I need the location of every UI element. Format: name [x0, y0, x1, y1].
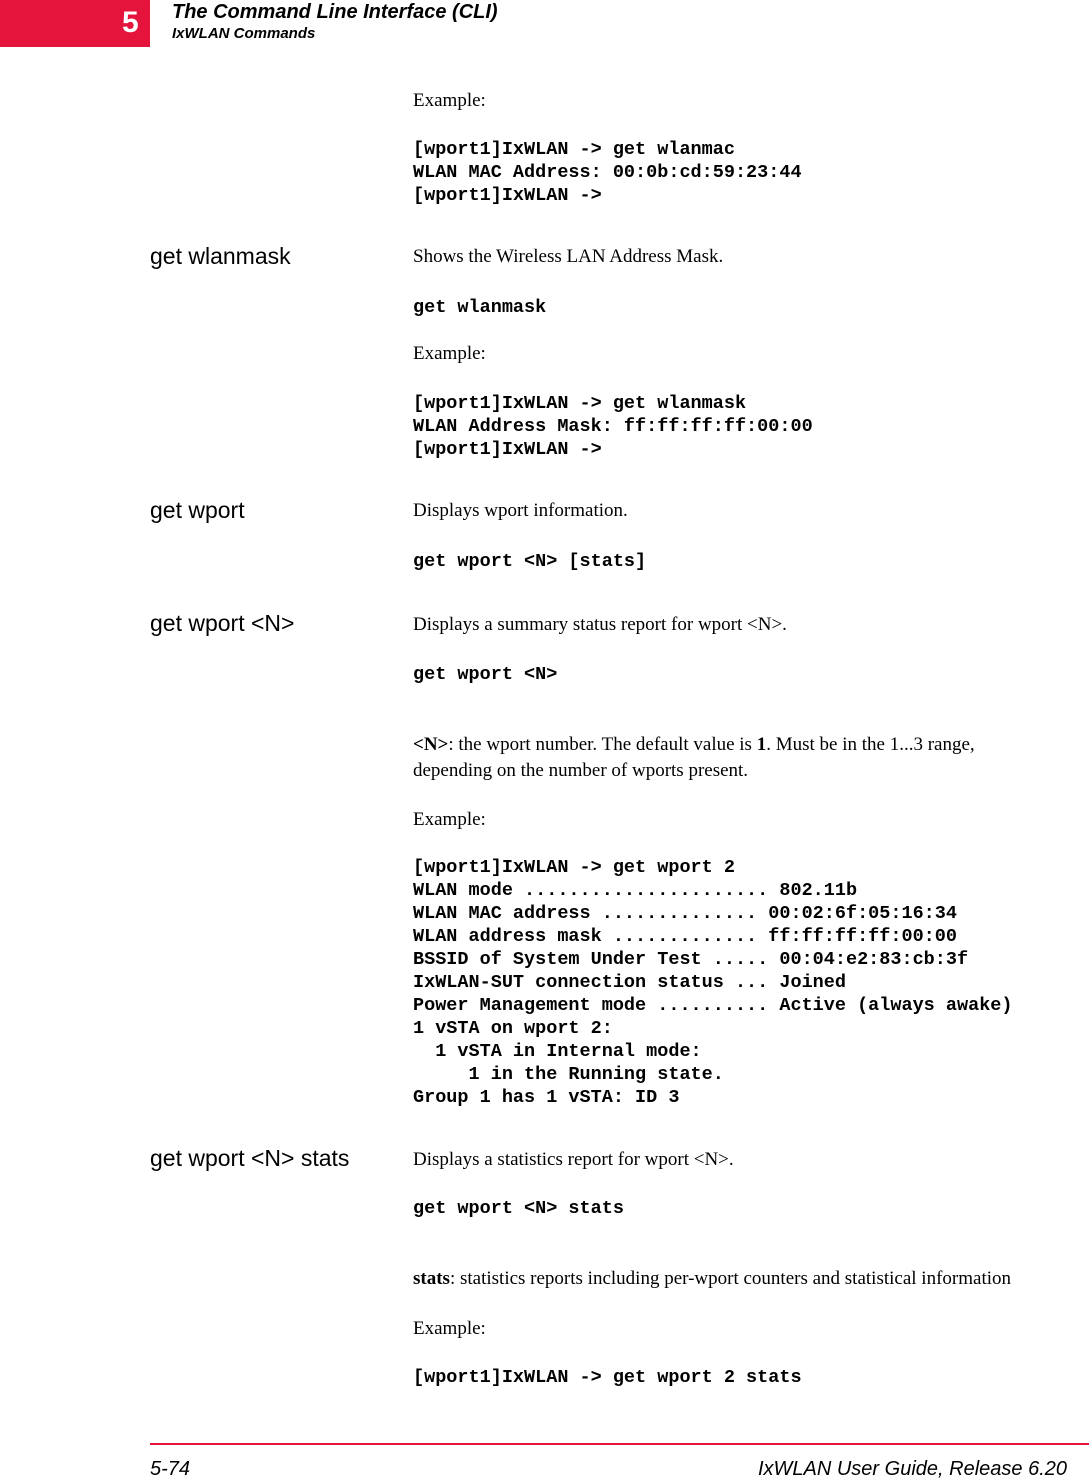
term-get-wport: get wport [150, 497, 245, 523]
parameter-description-cont: depending on the number of wports present. [413, 760, 749, 781]
syntax-code: get wport <N> [413, 664, 558, 685]
syntax-code: get wport <N> [stats] [413, 551, 647, 572]
code-block: [wport1]IxWLAN -> get wport 2 stats [413, 1367, 802, 1388]
description: Displays a summary status report for wport <N>. [413, 614, 787, 635]
example-label: Example: [413, 1318, 486, 1339]
description: Shows the Wireless LAN Address Mask. [413, 246, 724, 267]
header-subtitle: IxWLAN Commands [172, 25, 316, 42]
syntax-code: get wlanmask [413, 297, 547, 318]
term-get-wport-n-stats: get wport <N> stats [150, 1145, 350, 1171]
parameter-description [413, 1266, 1011, 1292]
parameter-description [413, 732, 975, 758]
param-text: . Must be in the 1...3 range, [766, 734, 975, 755]
param-default: 1 [756, 734, 767, 755]
code-block: [wport1]IxWLAN -> get wlanmask WLAN Address Mask: ff:ff:ff:ff:00:00 [wport1]IxWLAN -> [413, 393, 813, 460]
example-label: Example: [413, 90, 486, 111]
description: Displays wport information. [413, 500, 628, 521]
param-name: stats [413, 1268, 450, 1289]
param-text: : statistics reports including per-wport counters and statistical information [449, 1268, 1012, 1289]
description: Displays a statistics report for wport <N>. [413, 1149, 734, 1170]
footer-divider [150, 1443, 1089, 1445]
doc-title: IxWLAN User Guide, Release 6.20 [757, 1458, 1067, 1480]
param-text: : the wport number. The default value is [448, 734, 757, 755]
code-block: [wport1]IxWLAN -> get wlanmac WLAN MAC Address: 00:0b:cd:59:23:44 [wport1]IxWLAN -> [413, 139, 802, 206]
term-get-wlanmask: get wlanmask [150, 243, 291, 269]
example-label: Example: [413, 809, 486, 830]
term-get-wport-n: get wport <N> [150, 610, 295, 636]
chapter-tab [0, 0, 150, 47]
page-number: 5-74 [150, 1458, 191, 1480]
header-title: The Command Line Interface (CLI) [172, 1, 498, 23]
code-block: [wport1]IxWLAN -> get wport 2 WLAN mode ...................... 802.11b WLAN MAC address .............. 00:02:6f:05:16:34 WLAN address mask ............. ff:ff:ff:ff:00:00 BSSID of System Under Test ..... 00:04:e2:83:cb:3f IxWLAN-SUT connection status ... Joined Power Management mode .......... Active (always awake) 1 vSTA on wport 2: 1 vSTA in Internal mode: 1 in the Running state. Group 1 has 1 vSTA: ID 3 [413, 857, 1013, 1108]
chapter-number: 5 [122, 6, 139, 39]
example-label: Example: [413, 343, 486, 364]
syntax-code: get wport <N> stats [413, 1198, 624, 1219]
param-name: <N> [413, 734, 449, 755]
